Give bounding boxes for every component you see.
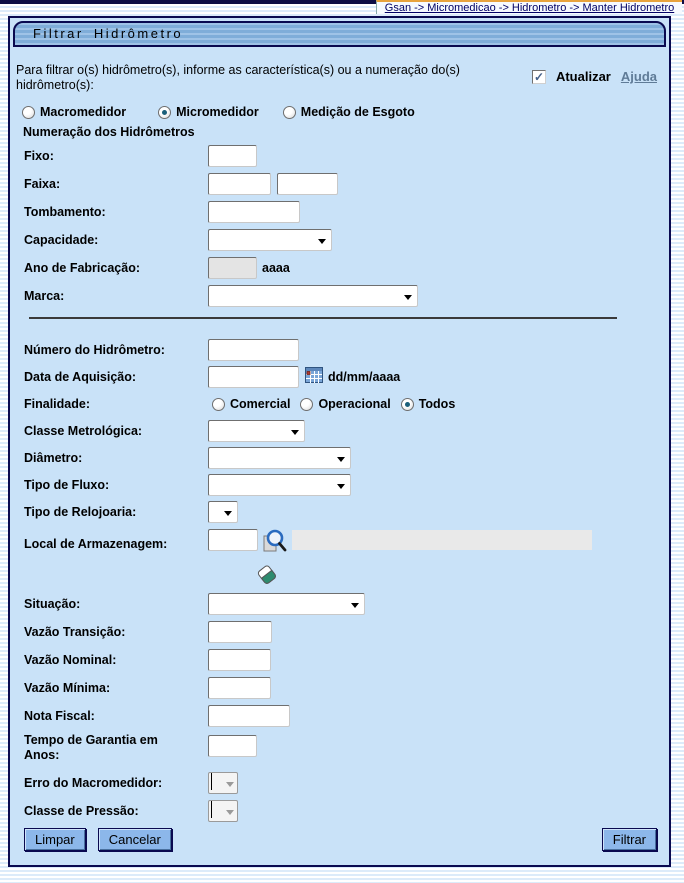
chevron-down-icon (291, 430, 299, 435)
situacao-select[interactable] (208, 593, 365, 615)
data-aquisicao-input[interactable] (208, 366, 299, 388)
search-icon[interactable] (262, 529, 288, 562)
tempo-garantia-label: Tempo de Garantia em Anos: (24, 733, 158, 762)
capacidade-select[interactable] (208, 229, 332, 251)
radio-medicao-esgoto-label: Medição de Esgoto (300, 105, 415, 119)
intro-text: Para filtrar o(s) hidrômetro(s), informe as característica(s) ou a numeração do(s) hidrômetro(s): (16, 63, 460, 92)
faixa-inicio-input[interactable] (208, 173, 271, 195)
radio-comercial-label: Comercial (230, 397, 291, 411)
diametro-select[interactable] (208, 447, 351, 469)
ajuda-link[interactable]: Ajuda (620, 69, 657, 84)
classe-pressao-select (208, 800, 238, 822)
chevron-down-icon (224, 511, 232, 516)
classe-metrologica-select[interactable] (208, 420, 305, 442)
cancelar-button[interactable]: Cancelar (98, 828, 172, 851)
chevron-down-icon (351, 603, 359, 608)
vazao-minima-input[interactable] (208, 677, 271, 699)
data-aquisicao-label: Data de Aquisição: (24, 369, 137, 384)
radio-micromedidor[interactable] (158, 106, 171, 119)
data-format-hint: dd/mm/aaaa (328, 370, 401, 384)
filtrar-button[interactable]: Filtrar (602, 828, 657, 851)
limpar-button[interactable]: Limpar (24, 828, 86, 851)
tombamento-input[interactable] (208, 201, 300, 223)
fixo-input[interactable] (208, 145, 257, 167)
chevron-down-icon (318, 239, 326, 244)
vazao-minima-label: Vazão Mínima: (24, 680, 111, 695)
local-armazenagem-codigo-input[interactable] (208, 529, 258, 551)
nota-fiscal-input[interactable] (208, 705, 290, 727)
page-title: Filtrar Hidrômetro (13, 21, 666, 47)
meter-type-group (16, 105, 663, 119)
tipo-relojoaria-select[interactable] (208, 501, 238, 523)
radio-macromedidor-label: Macromedidor (40, 105, 127, 119)
erro-macromedidor-label: Erro do Macromedidor: (24, 775, 163, 790)
tombamento-label: Tombamento: (24, 204, 106, 219)
chevron-down-icon (337, 484, 345, 489)
situacao-label: Situação: (24, 596, 81, 611)
faixa-label: Faixa: (24, 176, 61, 191)
vazao-transicao-label: Vazão Transição: (24, 624, 126, 639)
finalidade-label: Finalidade: (24, 396, 90, 411)
tipo-fluxo-label: Tipo de Fluxo: (24, 477, 110, 492)
diametro-label: Diâmetro: (24, 450, 83, 465)
breadcrumb[interactable]: Gsan -> Micromedicao -> Hidrometro -> Manter Hidrometro (376, 0, 682, 14)
numero-hidrometro-label: Número do Hidrômetro: (24, 342, 165, 357)
radio-todos[interactable] (401, 398, 414, 411)
nota-fiscal-label: Nota Fiscal: (24, 708, 95, 723)
radio-comercial[interactable] (212, 398, 225, 411)
filter-panel (8, 16, 671, 867)
atualizar-checkbox[interactable]: ✓ (533, 69, 544, 84)
calendar-icon[interactable] (305, 367, 323, 388)
local-armazenagem-descricao-field (292, 530, 592, 550)
tempo-garantia-input[interactable] (208, 735, 257, 757)
vazao-nominal-label: Vazão Nominal: (24, 652, 117, 667)
numeracao-section-header: Numeração dos Hidrômetros (23, 125, 195, 139)
faixa-fim-input[interactable] (277, 173, 338, 195)
radio-medicao-esgoto[interactable] (283, 106, 296, 119)
ano-format-hint: aaaa (262, 261, 290, 275)
classe-pressao-label: Classe de Pressão: (24, 803, 139, 818)
chevron-down-icon (404, 295, 412, 300)
local-armazenagem-label: Local de Armazenagem: (24, 537, 168, 551)
vazao-transicao-input[interactable] (208, 621, 272, 643)
fixo-label: Fixo: (24, 148, 54, 163)
ano-fabricacao-label: Ano de Fabricação: (24, 260, 140, 275)
chevron-down-icon (337, 457, 345, 462)
atualizar-label: Atualizar (555, 69, 611, 84)
ano-fabricacao-input (208, 257, 257, 279)
radio-operacional-label: Operacional (318, 397, 391, 411)
vazao-nominal-input[interactable] (208, 649, 271, 671)
eraser-icon[interactable] (256, 562, 278, 591)
marca-label: Marca: (24, 288, 65, 303)
radio-todos-label: Todos (418, 397, 456, 411)
radio-micromedidor-label: Micromedidor (176, 105, 259, 119)
radio-operacional[interactable] (300, 398, 313, 411)
section-divider (29, 317, 617, 319)
chevron-down-icon (226, 810, 234, 815)
tipo-relojoaria-label: Tipo de Relojoaria: (24, 504, 137, 519)
radio-macromedidor[interactable] (22, 106, 35, 119)
chevron-down-icon (226, 782, 234, 787)
tipo-fluxo-select[interactable] (208, 474, 351, 496)
erro-macromedidor-select (208, 772, 238, 794)
capacidade-label: Capacidade: (24, 232, 99, 247)
classe-metrologica-label: Classe Metrológica: (24, 423, 143, 438)
numero-hidrometro-input[interactable] (208, 339, 299, 361)
marca-select[interactable] (208, 285, 418, 307)
